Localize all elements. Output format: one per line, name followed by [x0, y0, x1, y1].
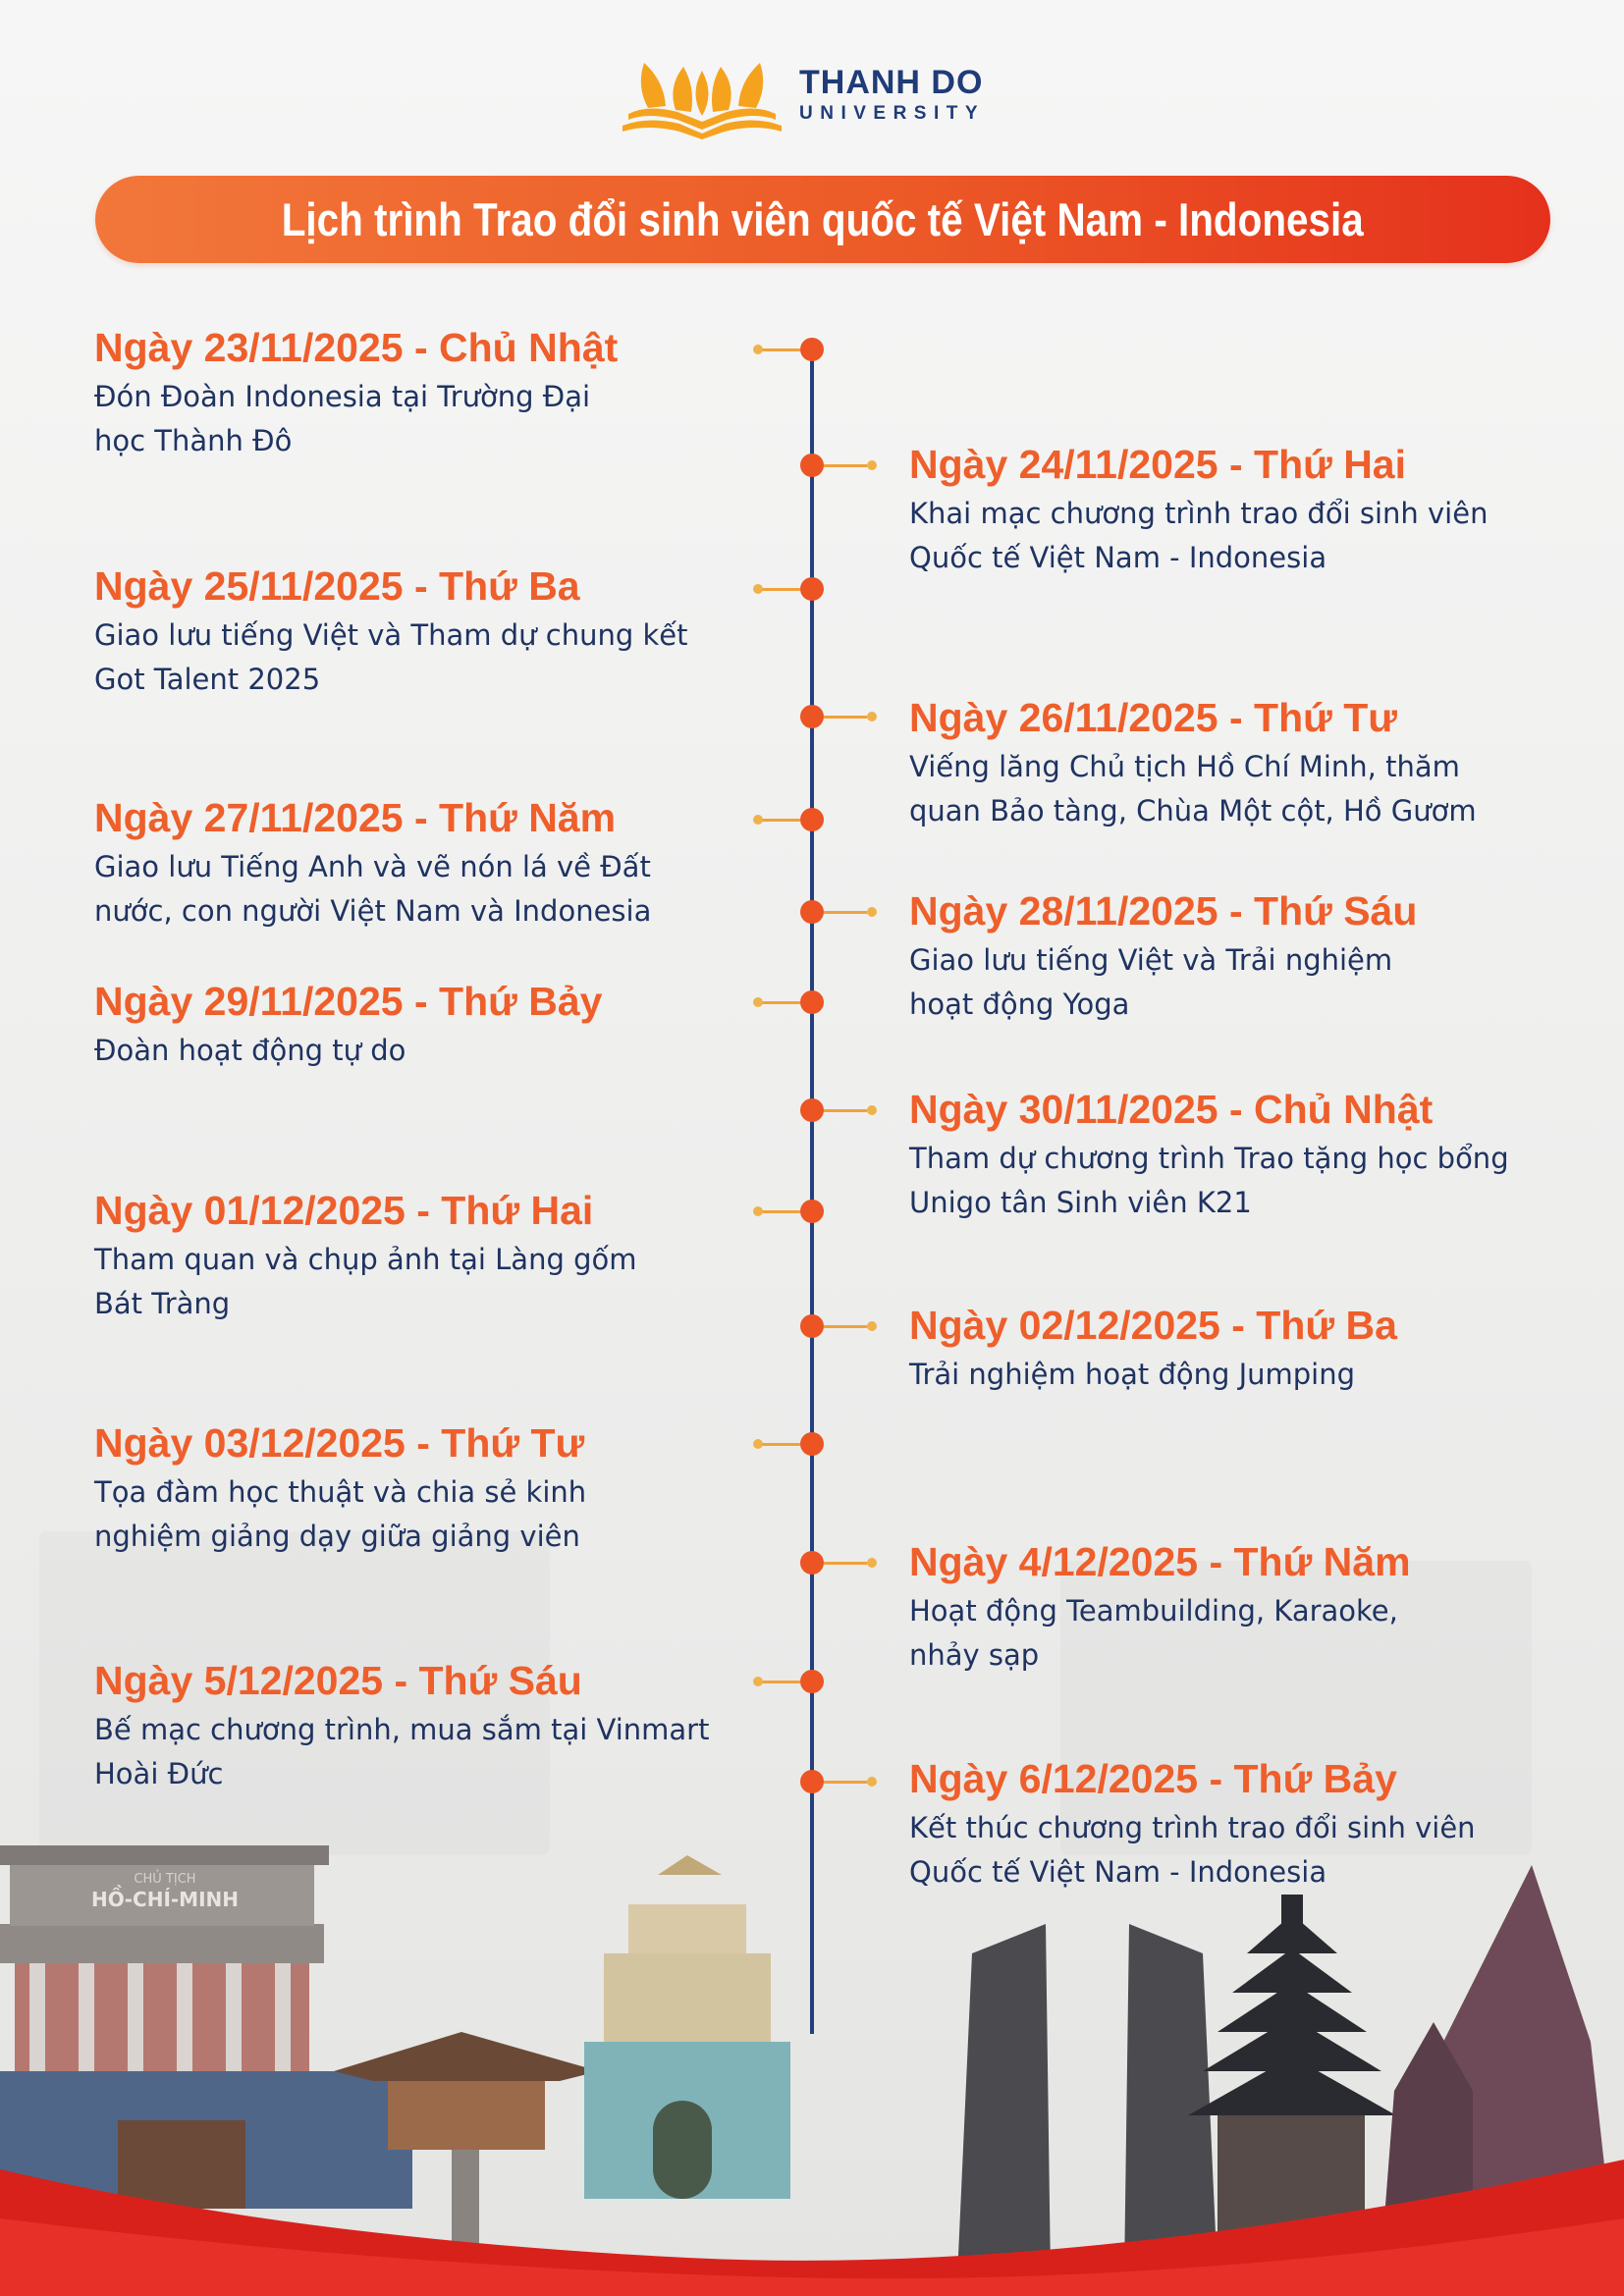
event-description: Bế mạc chương trình, mua sắm tại Vinmart Hoài Đức: [94, 1713, 710, 1790]
timeline-dot: [800, 900, 824, 924]
timeline-event: [909, 887, 1587, 1027]
turtle-tower: [584, 1855, 790, 2199]
event-description: Khai mạc chương trình trao đổi sinh viên Quốc tế Việt Nam - Indonesia: [909, 497, 1489, 574]
timeline-event: [94, 324, 762, 463]
prambanan-temple: [1384, 1865, 1610, 2218]
page-title: Lịch trình Trao đổi sinh viên quốc tế Việt Nam - Indonesia: [282, 193, 1364, 245]
lotus-book-icon: [619, 57, 785, 139]
timeline-connector-end: [867, 907, 877, 917]
event-description: Tọa đàm học thuật và chia sẻ kinh nghiệm giảng dạy giữa giảng viên: [94, 1475, 587, 1553]
event-description: Giao lưu tiếng Việt và Trải nghiệm hoạt động Yoga: [909, 943, 1393, 1021]
timeline-event: [909, 1086, 1587, 1225]
logo-subtitle: UNIVERSITY: [799, 103, 986, 124]
event-date: Ngày 5/12/2025 - Thứ Sáu: [94, 1658, 582, 1703]
timeline-connector: [824, 716, 867, 719]
event-date: Ngày 29/11/2025 - Thứ Bảy: [94, 979, 603, 1024]
timeline-connector: [757, 1443, 800, 1446]
timeline-event: [909, 1302, 1587, 1397]
event-date: Ngày 03/12/2025 - Thứ Tư: [94, 1420, 585, 1466]
event-description: Đón Đoàn Indonesia tại Trường Đại học Thành Đô: [94, 380, 591, 457]
timeline-dot: [800, 1770, 824, 1793]
timeline-connector: [824, 1781, 867, 1784]
timeline-event: [94, 794, 762, 934]
landmarks-illustration: [0, 1845, 1624, 2296]
event-date: Ngày 02/12/2025 - Thứ Ba: [909, 1303, 1397, 1348]
timeline-connector: [757, 819, 800, 822]
event-description: Đoàn hoạt động tự do: [94, 1034, 406, 1067]
event-description: Giao lưu tiếng Việt và Tham dự chung kết Got Talent 2025: [94, 618, 688, 696]
event-date: Ngày 23/11/2025 - Chủ Nhật: [94, 325, 619, 370]
event-description: Hoạt động Teambuilding, Karaoke, nhảy sạp: [909, 1594, 1398, 1672]
timeline-dot: [800, 1314, 824, 1338]
event-description: Kết thúc chương trình trao đổi sinh viên Quốc tế Việt Nam - Indonesia: [909, 1811, 1476, 1889]
event-description: Giao lưu Tiếng Anh và vẽ nón lá về Đất nước, con người Việt Nam và Indonesia: [94, 850, 652, 928]
mausoleum: [0, 1845, 412, 2209]
university-logo: [619, 57, 1011, 143]
timeline-event: [909, 1538, 1587, 1678]
event-date: Ngày 25/11/2025 - Thứ Ba: [94, 563, 580, 609]
timeline-connector-end: [867, 712, 877, 721]
timeline-dot: [800, 577, 824, 601]
timeline-connector: [824, 464, 867, 467]
timeline-event: [94, 1419, 762, 1559]
event-description: Trải nghiệm hoạt động Jumping: [909, 1358, 1356, 1391]
timeline-connector: [824, 1109, 867, 1112]
timeline-event: [94, 1187, 762, 1326]
timeline-connector-end: [867, 460, 877, 470]
timeline-dot: [800, 1551, 824, 1575]
timeline-connector: [757, 1681, 800, 1683]
event-description: Tham dự chương trình Trao tặng học bổng Unigo tân Sinh viên K21: [909, 1142, 1509, 1219]
event-date: Ngày 28/11/2025 - Thứ Sáu: [909, 888, 1418, 934]
title-banner: [95, 176, 1550, 263]
event-date: Ngày 01/12/2025 - Thứ Hai: [94, 1188, 594, 1233]
timeline-event: [94, 978, 762, 1073]
timeline-dot: [800, 990, 824, 1014]
timeline-connector: [757, 1210, 800, 1213]
event-description: Tham quan và chụp ảnh tại Làng gốm Bát Tràng: [94, 1243, 637, 1320]
meru-tower: [1188, 1895, 1396, 2253]
timeline-connector-end: [867, 1558, 877, 1568]
timeline-connector: [757, 348, 800, 351]
timeline-connector: [824, 1562, 867, 1565]
timeline-dot: [800, 808, 824, 831]
timeline-event: [94, 1657, 762, 1796]
timeline-connector-end: [867, 1321, 877, 1331]
timeline-event: [909, 441, 1587, 580]
timeline-connector: [757, 588, 800, 591]
split-gate: [957, 1924, 1218, 2277]
timeline-dot: [800, 338, 824, 361]
event-date: Ngày 6/12/2025 - Thứ Bảy: [909, 1756, 1397, 1801]
logo-name: THANH DO: [799, 64, 984, 101]
event-date: Ngày 27/11/2025 - Thứ Năm: [94, 795, 617, 840]
event-date: Ngày 26/11/2025 - Thứ Tư: [909, 695, 1397, 740]
timeline-dot: [800, 705, 824, 728]
timeline-dot: [800, 1098, 824, 1122]
timeline-event: [94, 562, 762, 702]
event-date: Ngày 4/12/2025 - Thứ Năm: [909, 1539, 1411, 1584]
timeline-connector: [824, 911, 867, 914]
timeline-connector-end: [867, 1105, 877, 1115]
timeline-connector-end: [867, 1777, 877, 1787]
event-date: Ngày 30/11/2025 - Chủ Nhật: [909, 1087, 1434, 1132]
timeline-event: [909, 694, 1587, 833]
mausoleum-sign-line1: CHỦ TỊCH: [134, 1872, 196, 1887]
timeline-dot: [800, 454, 824, 477]
event-date: Ngày 24/11/2025 - Thứ Hai: [909, 442, 1406, 487]
timeline-dot: [800, 1670, 824, 1693]
mausoleum-sign-line2: HỒ-CHÍ-MINH: [90, 1888, 240, 1911]
timeline-dot: [800, 1432, 824, 1456]
timeline-connector: [757, 1001, 800, 1004]
timeline-dot: [800, 1200, 824, 1223]
event-description: Viếng lăng Chủ tịch Hồ Chí Minh, thăm quan Bảo tàng, Chùa Một cột, Hồ Gươm: [909, 750, 1477, 828]
timeline-connector: [824, 1325, 867, 1328]
